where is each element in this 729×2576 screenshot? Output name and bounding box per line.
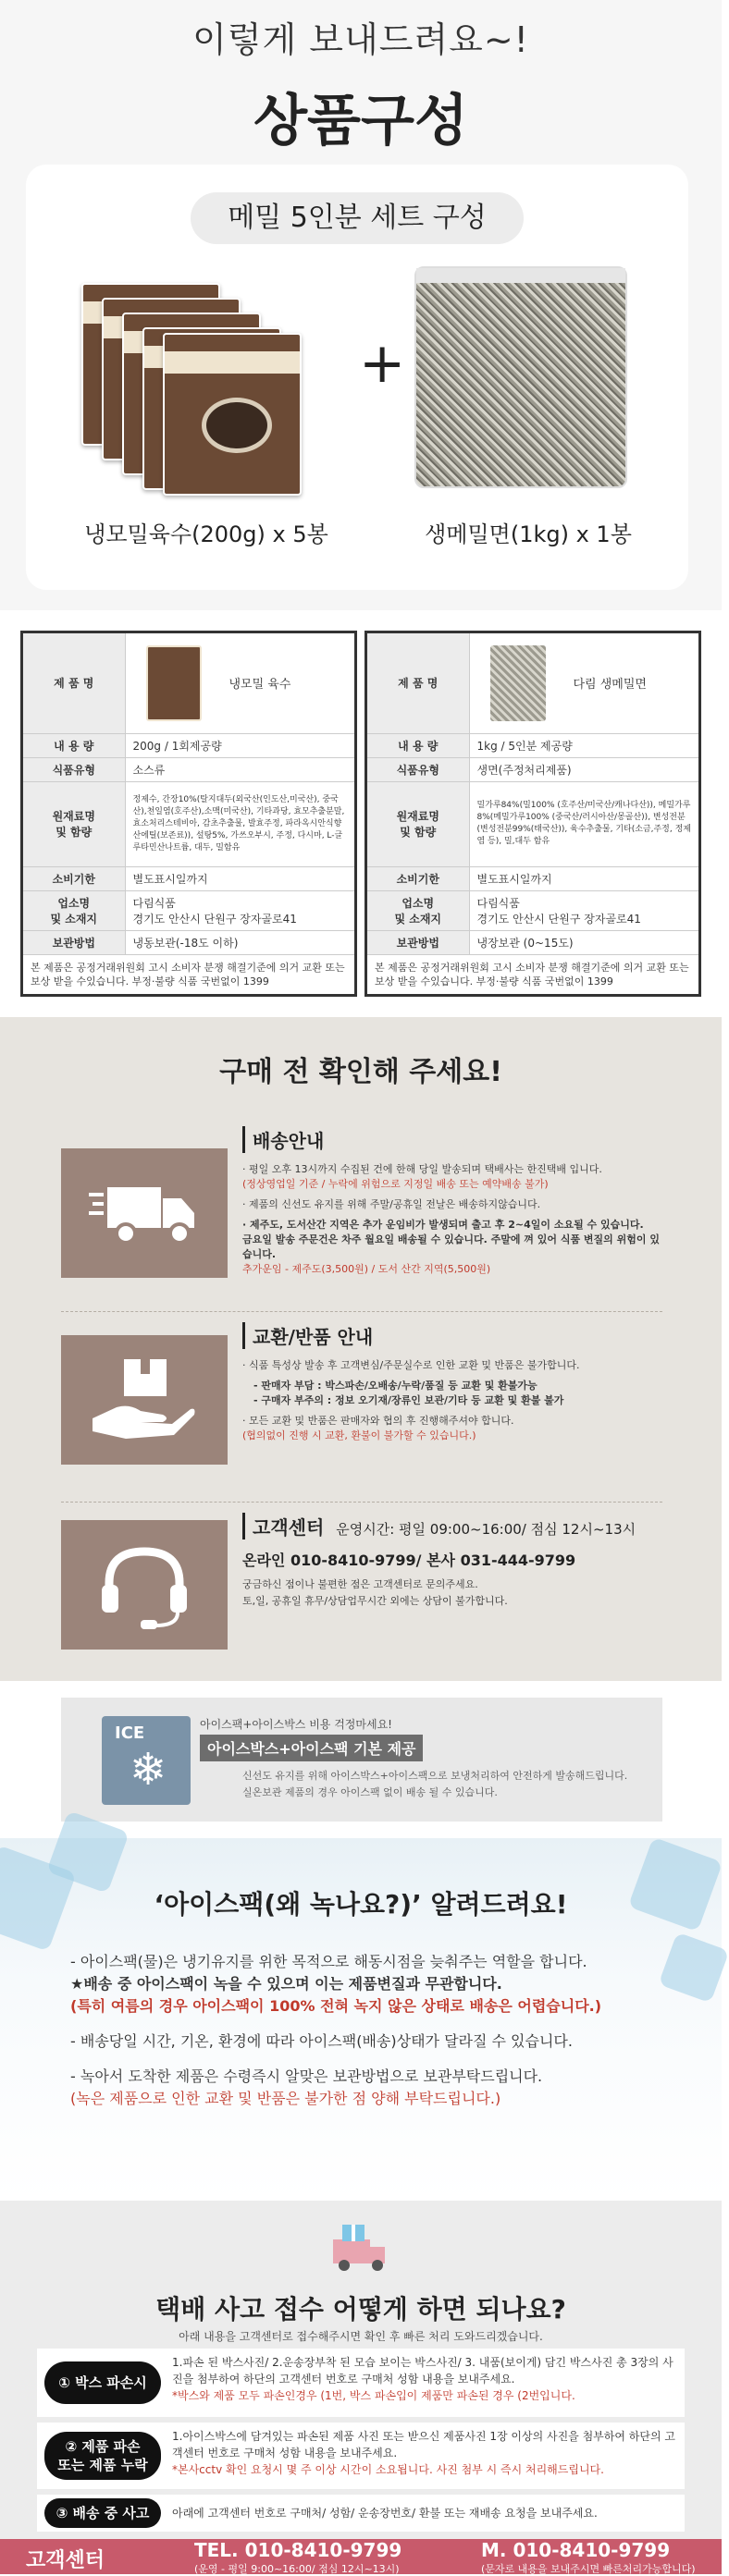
spec-label: 소비기한 (23, 866, 125, 890)
spec-value: 냉장보관 (0~15도) (469, 930, 698, 954)
exchange-line: - 판매자 부담 : 박스파손/오배송/누락/품질 등 교환 및 환불가능 (253, 1380, 537, 1392)
footer-tel[interactable]: TEL. 010-8410-9799 (194, 2539, 402, 2561)
icepack-line: (녹은 제품으로 인한 교환 및 반품은 불가한 점 양해 부탁드립니다.) (70, 2090, 501, 2107)
cs-line: 토,일, 공휴일 휴무/상담업무시간 외에는 상담이 불가합니다. (242, 1595, 508, 1607)
spec-note: 본 제품은 공정거래위원회 고시 소비자 분쟁 해결기준에 의거 교환 또는 보상 받을 수있습니다. 부정·불량 식품 국번없이 1399 (375, 961, 689, 987)
cs-heading-line (242, 1513, 668, 1539)
spec-value: 정제수, 간장10%(탈지대두(외국산(인도산,미국산), 중국산),천일염(호주산),소맥(미국산), 기타과당, 효모추출분말, 효소처리스테비아, 감초추출물, 발효주정, 파라옥시안식향산에틸(보존료)), 설탕5%, 가쓰오부시, 주정, 다시마, L-글루타민산나트륨, 대두, 밀함유 (125, 781, 354, 866)
broth-pack (163, 333, 302, 496)
icepack-line: - 배송당일 시간, 기온, 환경에 따라 아이스팩(배송)상태가 달라질 수 있습니다. (70, 2032, 573, 2050)
noodle-spec-table (364, 631, 701, 997)
spec-label: 내 용 량 (23, 733, 125, 757)
accident-section (0, 2201, 722, 2539)
cs-phone: 온라인 010-8410-9799/ 본사 031-444-9799 (242, 1552, 576, 1569)
spec-label: 식품유형 (23, 757, 125, 781)
spec-value: 200g / 1회제공량 (125, 733, 354, 757)
exchange-notice (61, 1322, 662, 1489)
footer-mobile-note: (문자로 내용을 보내주시면 빠른처리가능합니다) (481, 2563, 696, 2575)
spec-value: 냉동보관(-18도 이하) (125, 930, 354, 954)
spec-label: 보관방법 (23, 930, 125, 954)
delivery-line: · 제품의 신선도 유지를 위해 주말/공휴일 전날은 배송하지않습니다. (242, 1198, 541, 1210)
exchange-heading: 교환/반품 안내 (242, 1322, 668, 1349)
plus-icon: + (359, 331, 406, 396)
icepack-line: - 아이스팩(물)은 냉기유지를 위한 목적으로 해동시점을 늦춰주는 역할을 합니다. (70, 1953, 587, 1970)
broth-thumbnail (146, 645, 202, 721)
spec-value: 소스류 (125, 757, 354, 781)
delivery-line: · 제주도, 도서산간 지역은 추가 운임비가 발생되며 출고 후 2~4일이 소요될 수 있습니다. 금요일 발송 주문건은 차주 월요일 배송될 수 있습니다. 주말에 껴 있어 식품 변질의 위험이 있습니다. 추가운임 - 제주도(3,500원) / 도서 산간 지역(5,500원) (242, 1219, 660, 1275)
icepack-line: ★배송 중 아이스팩이 녹을 수 있으며 이는 제품변질과 무관합니다. (70, 1975, 502, 1993)
delivery-notice (61, 1126, 662, 1293)
spec-label: 소비기한 (367, 866, 469, 890)
ice-line: 아이스팩+아이스박스 비용 걱정마세요! (200, 1718, 392, 1731)
spec-note: 본 제품은 공정거래위원회 고시 소비자 분쟁 해결기준에 의거 교환 또는 보상 받을 수있습니다. 부정·불량 식품 국번없이 1399 (31, 961, 345, 987)
delivery-line: · 평일 오후 13시까지 수집된 건에 한해 당일 발송되며 택배사는 한진택배 입니다. (정상영업일 기준 / 누락에 위험으로 지정일 배송 또는 예약배송 불가) (242, 1163, 602, 1190)
intro-subtitle: 이렇게 보내드려요~! (192, 19, 529, 60)
footer-bar (0, 2539, 722, 2574)
accident-subtitle: 아래 내용을 고객센터로 접수해주시면 확인 후 빠른 처리 도와드리겠습니다. (179, 2330, 543, 2343)
spec-value: 다림식품 경기도 안산시 단원구 장자골로41 (125, 890, 354, 930)
delivery-truck-icon (61, 1148, 228, 1278)
exchange-text (242, 1322, 668, 1449)
spec-label: 원재료명 및 함량 (23, 781, 125, 866)
notice-section (0, 1017, 722, 1681)
spec-value: 다림식품 경기도 안산시 단원구 장자골로41 (469, 890, 698, 930)
icepack-body (70, 1951, 662, 2110)
cs-text (242, 1513, 668, 1614)
icepack-line: (특히 여름의 경우 아이스팩이 100% 전혀 녹지 않은 상태로 배송은 어렵습니다.) (70, 1997, 602, 2015)
broth-pack-image (81, 283, 313, 496)
exchange-line: - 구매자 부주의 : 정보 오기재/장류인 보관/기타 등 교환 및 환불 불가 (253, 1394, 564, 1406)
noodle-thumbnail (490, 645, 546, 721)
product-composition-section (0, 0, 722, 610)
accident-case-delivery (37, 2495, 685, 2532)
cs-line: 궁금하신 점이나 불편한 점은 고객센터로 문의주세요. (242, 1578, 478, 1590)
spec-label: 보관방법 (367, 930, 469, 954)
ice-badge (102, 1716, 191, 1805)
case-text: 1.파손 된 박스사진/ 2.운송장부착 된 모습 보이는 박스사진/ 3. 내품(보이게) 담긴 박스사진 총 3장의 사진을 첨부하여 하단의 고객센터 번호로 구매처 성함 내용을 보내주세요. *박스와 제품 모두 파손인경우 (1번, 박스 파손입이 제품만 파손된 경우 (2번입니다. (172, 2356, 673, 2402)
cs-hours: 운영시간: 평일 09:00~16:00/ 점심 12시~13시 (336, 1521, 636, 1538)
icepack-section (0, 1838, 722, 2201)
noodle-caption: 생메밀면(1kg) x 1봉 (425, 521, 632, 547)
ice-highlight: 아이스박스+아이스팩 기본 제공 (200, 1735, 423, 1761)
ice-description: 신선도 유지를 위해 아이스박스+아이스팩으로 보냉처리하여 안전하게 발송해드립니다. 실온보관 제품의 경우 아이스팩 없이 배송 될 수 있습니다. (242, 1770, 628, 1798)
delivery-heading: 배송안내 (242, 1126, 668, 1153)
spec-label: 제 품 명 (23, 633, 125, 733)
spec-label: 업소명 및 소재지 (23, 890, 125, 930)
footer-tel-hours: (운영 - 평일 9:00~16:00/ 점심 12시~13시) (194, 2563, 400, 2575)
broth-caption: 냉모밀육수(200g) x 5봉 (84, 521, 328, 547)
notice-title: 구매 전 확인해 주세요! (219, 1056, 502, 1088)
package-hand-icon (61, 1335, 228, 1465)
divider (61, 1502, 662, 1503)
snowflake-icon: ❄ (130, 1744, 167, 1796)
noodle-bag-image (414, 266, 627, 488)
exchange-line: · 모든 교환 및 반품은 판매자와 협의 후 진행해주셔야 합니다. (242, 1415, 514, 1427)
spec-value: 밀가루84%(밀100% (호주산/미국산/캐나다산)), 메밀가루8%(메밀가루100% (중국산/러시아산/몽골산)), 변성전분(변성전분99%(태국산)), 육수추출물, 기타(소금,주정, 정제염 등), 밀,대두 함유 (469, 781, 698, 866)
cs-notice (61, 1513, 662, 1670)
composition-panel (26, 165, 688, 590)
truck-gift-icon (329, 2223, 392, 2275)
case-badge: ① 박스 파손시 (44, 2361, 161, 2404)
footer-mobile[interactable]: M. 010-8410-9799 (481, 2539, 671, 2561)
case-text: 1.아이스박스에 담겨있는 파손된 제품 사진 또는 받으신 제품사진 1장 이상의 사진을 첨부하여 하단의 고객센터 번호로 구매처 성함 내용을 보내주세요. *본사cctv 확인 요청시 몇 주 이상 시간이 소요됩니다. 사진 첨부 시 즉시 처리해드립니다. (172, 2430, 675, 2476)
case-badge: ② 제품 파손 또는 제품 누락 (44, 2432, 161, 2480)
set-pill: 메밀 5인분 세트 구성 (191, 192, 524, 244)
spec-value: 별도표시일까지 (125, 866, 354, 890)
accident-case-box-damage (37, 2349, 685, 2417)
spec-label: 원재료명 및 함량 (367, 781, 469, 866)
exchange-line: · 식품 특성상 발송 후 고객변심/주문실수로 인한 교환 및 반품은 불가합니다. (242, 1359, 580, 1371)
exchange-line: (협의없이 진행 시 교환, 환불이 불가할 수 있습니다.) (242, 1429, 476, 1441)
headset-icon (61, 1520, 228, 1650)
spec-label: 식품유형 (367, 757, 469, 781)
accident-title: 택배 사고 접수 어떻게 하면 되나요? (155, 2294, 566, 2325)
case-text: 아래에 고객센터 번호로 구매처/ 성함/ 운송장번호/ 환불 또는 재배송 요청을 보내주세요. (172, 2507, 598, 2520)
delivery-text (242, 1126, 668, 1282)
spec-section (0, 610, 722, 1017)
accident-case-product-damage (37, 2423, 685, 2489)
ice-card (61, 1698, 662, 1822)
spec-value: 생면(주정처리제품) (469, 757, 698, 781)
ice-cube-decoration (659, 1932, 729, 2004)
cs-heading: 고객센터 (253, 1516, 325, 1539)
broth-spec-table (20, 631, 357, 997)
ice-section (0, 1681, 722, 1838)
spec-value: 냉모밀 육수 (229, 678, 291, 693)
spec-value: 별도표시일까지 (469, 866, 698, 890)
divider (61, 1311, 662, 1312)
footer-label: 고객센터 (26, 2549, 105, 2572)
icepack-title: ‘아이스팩(왜 녹나요?)’ 알려드려요! (154, 1889, 568, 1920)
case-badge: ③ 배송 중 사고 (44, 2498, 161, 2528)
spec-label: 업소명 및 소재지 (367, 890, 469, 930)
spec-label: 제 품 명 (367, 633, 469, 733)
spec-value: 1kg / 5인분 제공량 (469, 733, 698, 757)
composition-title: 상품구성 (253, 89, 468, 153)
spec-value: 다림 생메밀면 (573, 678, 647, 693)
ice-badge-label: ICE (115, 1723, 145, 1743)
icepack-line: - 녹아서 도착한 제품은 수령즉시 알맞은 보관방법으로 보관부탁드립니다. (70, 2067, 543, 2085)
spec-label: 내 용 량 (367, 733, 469, 757)
